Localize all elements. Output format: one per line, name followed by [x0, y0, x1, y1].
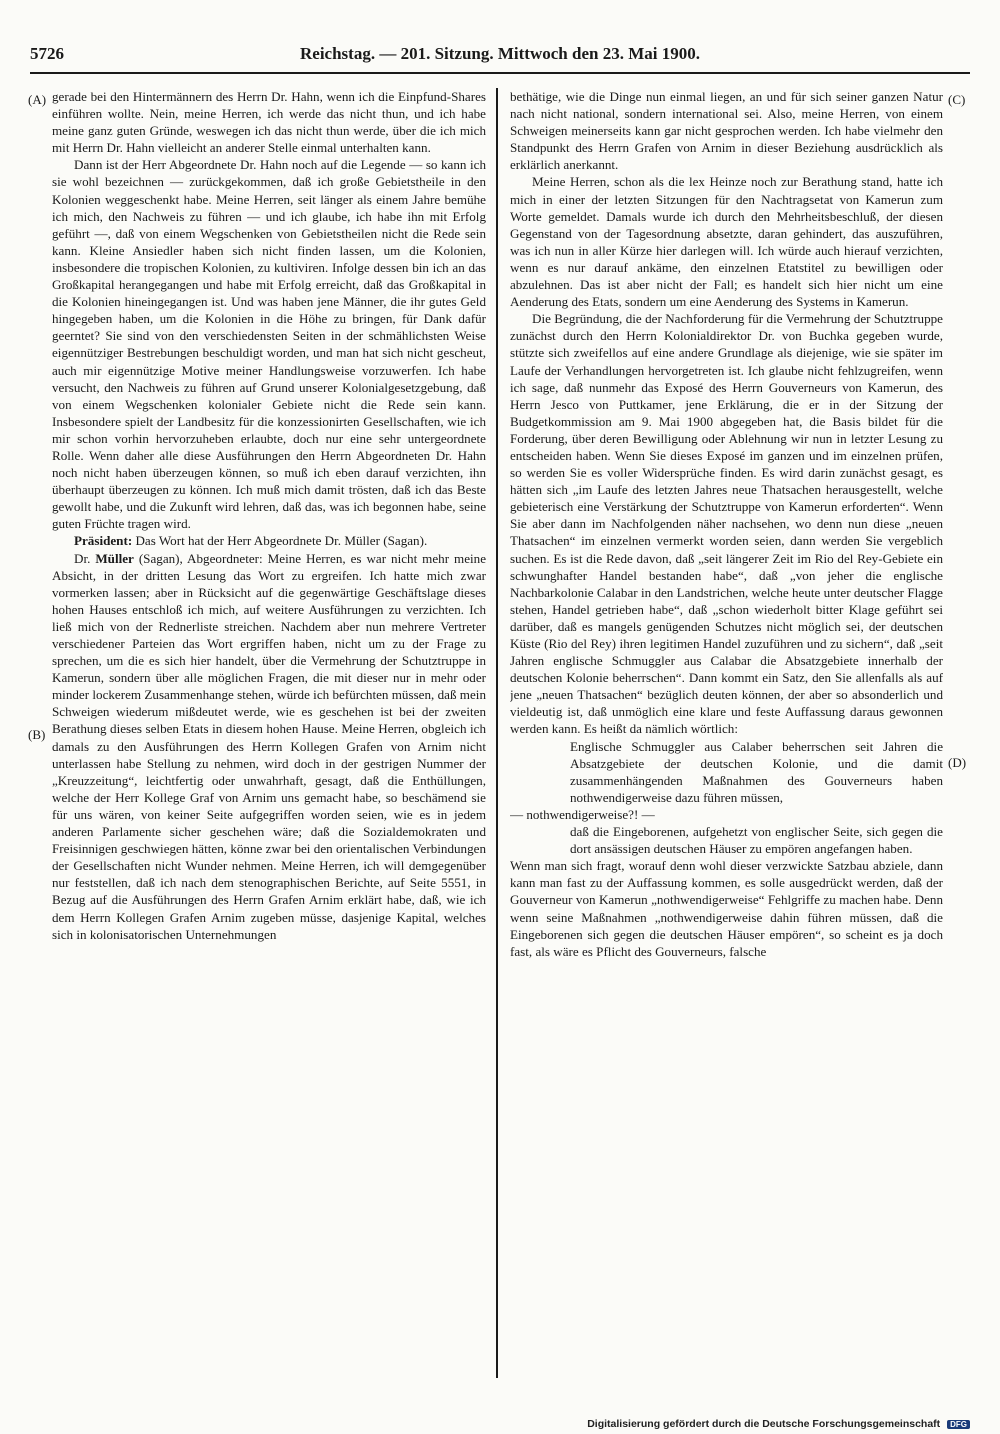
margin-marker-b: (B)	[28, 727, 46, 742]
page-number: 5726	[30, 44, 64, 63]
paragraph: Dann ist der Herr Abgeordnete Dr. Hahn noch auf die Legende — so kann ich sie wohl bezeichnen — zurückgekommen, daß ich große Gebietstheile in den Kolonien weggeschenkt habe. Meine Herren, seit länger als einem Jahre bemühe ich mich, den Nachweis zu führen — und ich glaube, ich habe ihn mit Erfolg geführt —, daß von einem Wegschenken von Gebietstheilen nicht die Rede sein kann. Kleine Ansiedler haben sich nicht finden lassen, um die Kolonien, insbesondere die tropischen Kolonien, zu kultiviren. Infolge dessen bin ich an das Großkapital herangegangen und habe mit Erfolg erreicht, daß das Großkapital in die Kolonien hineingegangen ist. Und was haben jene Männer, die ihr gutes Geld hingegeben haben, um die Kolonien in die Höhe zu bringen, für Dank dafür geerntet? Sie sind von den verschiedensten Seiten in der schmählichsten Weise eigennütziger Bestrebungen beschuldigt worden, und man hat sich nicht gescheut, auch mir eigennützige Motive meiner Handlungsweise vorzuwerfen. Ich habe versucht, den Nachweis zu führen auf Grund unserer Kolonialgesetzgebung, daß von einem Wegschenken kolonialer Gebiete nicht die Rede sein kann. Insbesondere spielt der Landbesitz für die konzessionirten Gesellschaften, wie ich mir schon vorhin hervorzuheben erlaubte, doch nur eine sehr untergeordnete Rolle. Wenn daher alle diese Ausführungen den Herrn Abgeordneten Dr. Hahn noch nicht haben überzeugen können, so muß ich eben darauf verzichten, ihn überhaupt überzeugen zu können. Ich muß mich damit trösten, daß ich das Beste gewollt habe, und die Zukunft wird lehren, daß das, was ich begonnen habe, seine guten Früchte tragen wird.	[52, 157, 486, 532]
left-column	[52, 88, 486, 1378]
paragraph: Meine Herren, schon als die lex Heinze noch zur Berathung stand, hatte ich mich in einer der letzten Sitzungen für den Nachtragsetat von Kamerun zum Worte gemeldet. Damals wurde ich durch den Mehrheitsbeschluß, der diesen Gegenstand von der Tagesordnung absetzte, daran gehindert, das auszuführen, was ich nun in aller Kürze hier darlegen will. Ich würde auch hierauf verzichten, wenn es nur darauf ankäme, den einzelnen Etatstitel zu bewilligen oder abzulehnen. Das ist aber nicht der Fall; es handelt sich hier nicht um eine Aenderung des Etats, sondern um eine Aenderung des Systems in Kamerun.	[510, 174, 943, 310]
paragraph-text: Das Wort hat der Herr Abgeordnete Dr. Müller (Sagan).	[132, 533, 428, 549]
interjection: — nothwendigerweise?! —	[510, 806, 655, 822]
paragraph-text: (Sagan), Abgeordneter: Meine Herren, es war nicht mehr meine Absicht, in der dritten Lesung das Wort zu ergreifen. Ich hatte mich zwar vormerken lassen; aber in Rücksicht auf die gegenwärtige Geschäftslage dieses hohen Hauses entschloß ich mich, auf weitere Ausführungen zu verzichten. Ich ließ mich von der Rednerliste streichen. Nachdem aber nun mehrere Vertreter verschiedener Parteien das Wort ergriffen haben, nicht um zu der Frage zu sprechen, um die es sich hier handelt, über die Vermehrung der Schutztruppe in Kamerun, sondern über alle möglichen Fragen, die mit dieser nur in mehr oder minder lockerem Zusammenhange stehen, würde ich befürchten müssen, daß mein Schweigen wiederum mißdeutet werde, wie es geschehen ist bei der zweiten Berathung dieses selben Etats in diesem hohen Hause. Meine Herren, obgleich ich damals zu den Ausführungen des Herrn Kollegen Grafen von Arnim nicht unterlassen habe Stellung zu nehmen, wird doch in der gestrigen Nummer der „Kreuzzeitung“, leichtfertig oder unwahrhaft, gesagt, daß die Enthüllungen, welche der Herr Kollege Graf von Arnim uns gemacht habe, so beschämend sie für uns wären, von keiner Seite aufgegriffen worden seien, wie es in jedem anderen Parlamente sicher geschehen wäre; daß die Sozialdemokraten und Freisinnigen geschwiegen hätten, könne zwar bei den orientalischen Verbindungen der Gesellschaften nicht Wunder nehmen. Meine Herren, ich will demgegenüber nur feststellen, daß ich nach dem stenographischen Berichte, auf Seite 5551, in Bezug auf die Ausführungen des Herrn Grafen Arnim erklärt habe, daß, wie ich dem Herrn Kollegen Grafen Arnim zugeben müsse, dasjenige Kapital, welches sich in kolonisatorischen Unternehmungen	[52, 550, 486, 942]
paragraph: Die Begründung, die der Nachforderung für die Vermehrung der Schutztruppe zunächst durch den Herrn Kolonialdirektor Dr. von Buchka gegeben wurde, stützte sich zweifellos auf eine andere Grundlage als diejenige, wie sie später im Laufe der Verhandlungen hervorgetreten ist. Ich glaube nicht fehlzugreifen, wenn ich sage, daß nunmehr das Exposé des Herrn Gouverneurs von Kamerun, des Herrn Jesco von Puttkamer, jene Erklärung, die er in der Sitzung der Budgetkommission am 9. Mai 1900 abgegeben hat, die Basis bildet für die Forderung, über deren Bewilligung oder Ablehnung wir nun in letzter Lesung zu entscheiden haben. Wenn Sie dieses Exposé im ganzen und im einzelnen prüfen, so werden Sie es voller Widersprüche finden. Es wird darin zunächst gesagt, es hätten sich „im Laufe des letzten Jahres neue Thatsachen herausgestellt, welche gebieterisch eine Verstärkung der Schutztruppe von Kamerun erforderten“. Wenn Sie aber dann im Nachfolgenden näher nachsehen, wo denn nun diese „neuen Thatsachen“ im einzelnen vermerkt worden seien, dann werden Sie vergeblich suchen. Es ist die Rede davon, daß „seit längerer Zeit im Rio del Rey-Gebiete ein schwunghafter Handel bestanden habe“, daß „von jeher die englische Nachbarkolonie Calabar in den Landstrichen, welche heute unter deutscher Flagge stehen, Handel getrieben habe“, daß „schon wiederholt bitter Klage geführt sei darüber, daß es mangels genügenden Schutzes nicht möglich sei, der deutschen Küste (Rio del Rey) ihren legitimen Handel zuzuführen und zu sichern“, daß „seit Jahren englische Schmuggler aus Calabar die Absatzgebiete innerhalb der deutschen Kolonie beherrschen“. Dann kommt ein Satz, den Sie allenfalls als auf jene „neuen Thatsachen“ bezüglich deuten können, der aber so absonderlich und vieldeutig ist, daß unmöglich eine klare und feste Auffassung daraus gewonnen werden kann. Es heißt da nämlich wörtlich:	[510, 311, 943, 737]
dfg-logo: DFG	[947, 1420, 970, 1429]
paragraph: Wenn man sich fragt, worauf denn wohl dieser verzwickte Satzbau abziele, dann kann man fast zu der Auffassung kommen, es solle ausgedrückt werden, daß der Gouverneur von Kamerun „nothwendigerweise“ Fehlgriffe zu machen habe. Denn wenn seine Maßnahmen „nothwendigerweise dahin führen müssen, daß die Eingeborenen sich gegen die deutschen Häuser empören“, so scheint es ja doch fast, als wäre es Pflicht des Gouverneurs, falsche	[510, 858, 943, 959]
right-column	[510, 88, 943, 1378]
margin-marker-c: (C)	[948, 92, 966, 107]
column-divider	[496, 88, 498, 1378]
speaker-prefix: Dr.	[74, 550, 96, 566]
paragraph	[52, 550, 486, 943]
footer-text: Digitalisierung gefördert durch die Deutsche Forschungsgemeinschaft	[587, 1418, 941, 1430]
paragraph: bethätige, wie die Dinge nun einmal liegen, an und für sich seiner ganzen Natur nach nicht national, sondern international sei. Also, meine Herren, von einem Schweigen meinerseits kann gar nicht gesprochen werden. Ich habe vielmehr den Standpunkt des Herrn Grafen von Arnim in dieser Beziehung ausdrücklich als erklärlich anerkannt.	[510, 89, 943, 173]
quotation: daß die Eingeborenen, aufgehetzt von englischer Seite, sich gegen die dort ansässigen deutschen Häuser zu empören angefangen haben.	[570, 824, 943, 857]
paragraph	[52, 532, 486, 549]
margin-marker-d: (D)	[948, 755, 967, 770]
speaker-name: Müller	[95, 550, 134, 566]
page-header	[30, 44, 970, 72]
margin-marker-a: (A)	[28, 92, 47, 107]
quotation: Englische Schmuggler aus Calaber beherrschen seit Jahren die Absatzgebiete der deutschen Kolonie, und die damit zusammenhängenden Maßnahmen des Gouverneurs haben nothwendigerweise dazu führen müssen,	[570, 738, 943, 805]
footer	[587, 1418, 970, 1430]
speaker-name: Präsident:	[74, 533, 133, 549]
paragraph: gerade bei den Hintermännern des Herrn Dr. Hahn, wenn ich die Einpfund-Shares einführen wollte. Nein, meine Herren, ich werde das nicht thun, und ich habe meine ganz guten Gründe, weswegen ich das nicht thun werde, über die ich mich mit Herrn Dr. Hahn vielleicht an anderer Stelle einmal unterhalten kann.	[52, 89, 486, 156]
header-rule	[30, 72, 970, 74]
running-head: Reichstag. — 201. Sitzung. Mittwoch den 23. Mai 1900.	[300, 44, 700, 63]
